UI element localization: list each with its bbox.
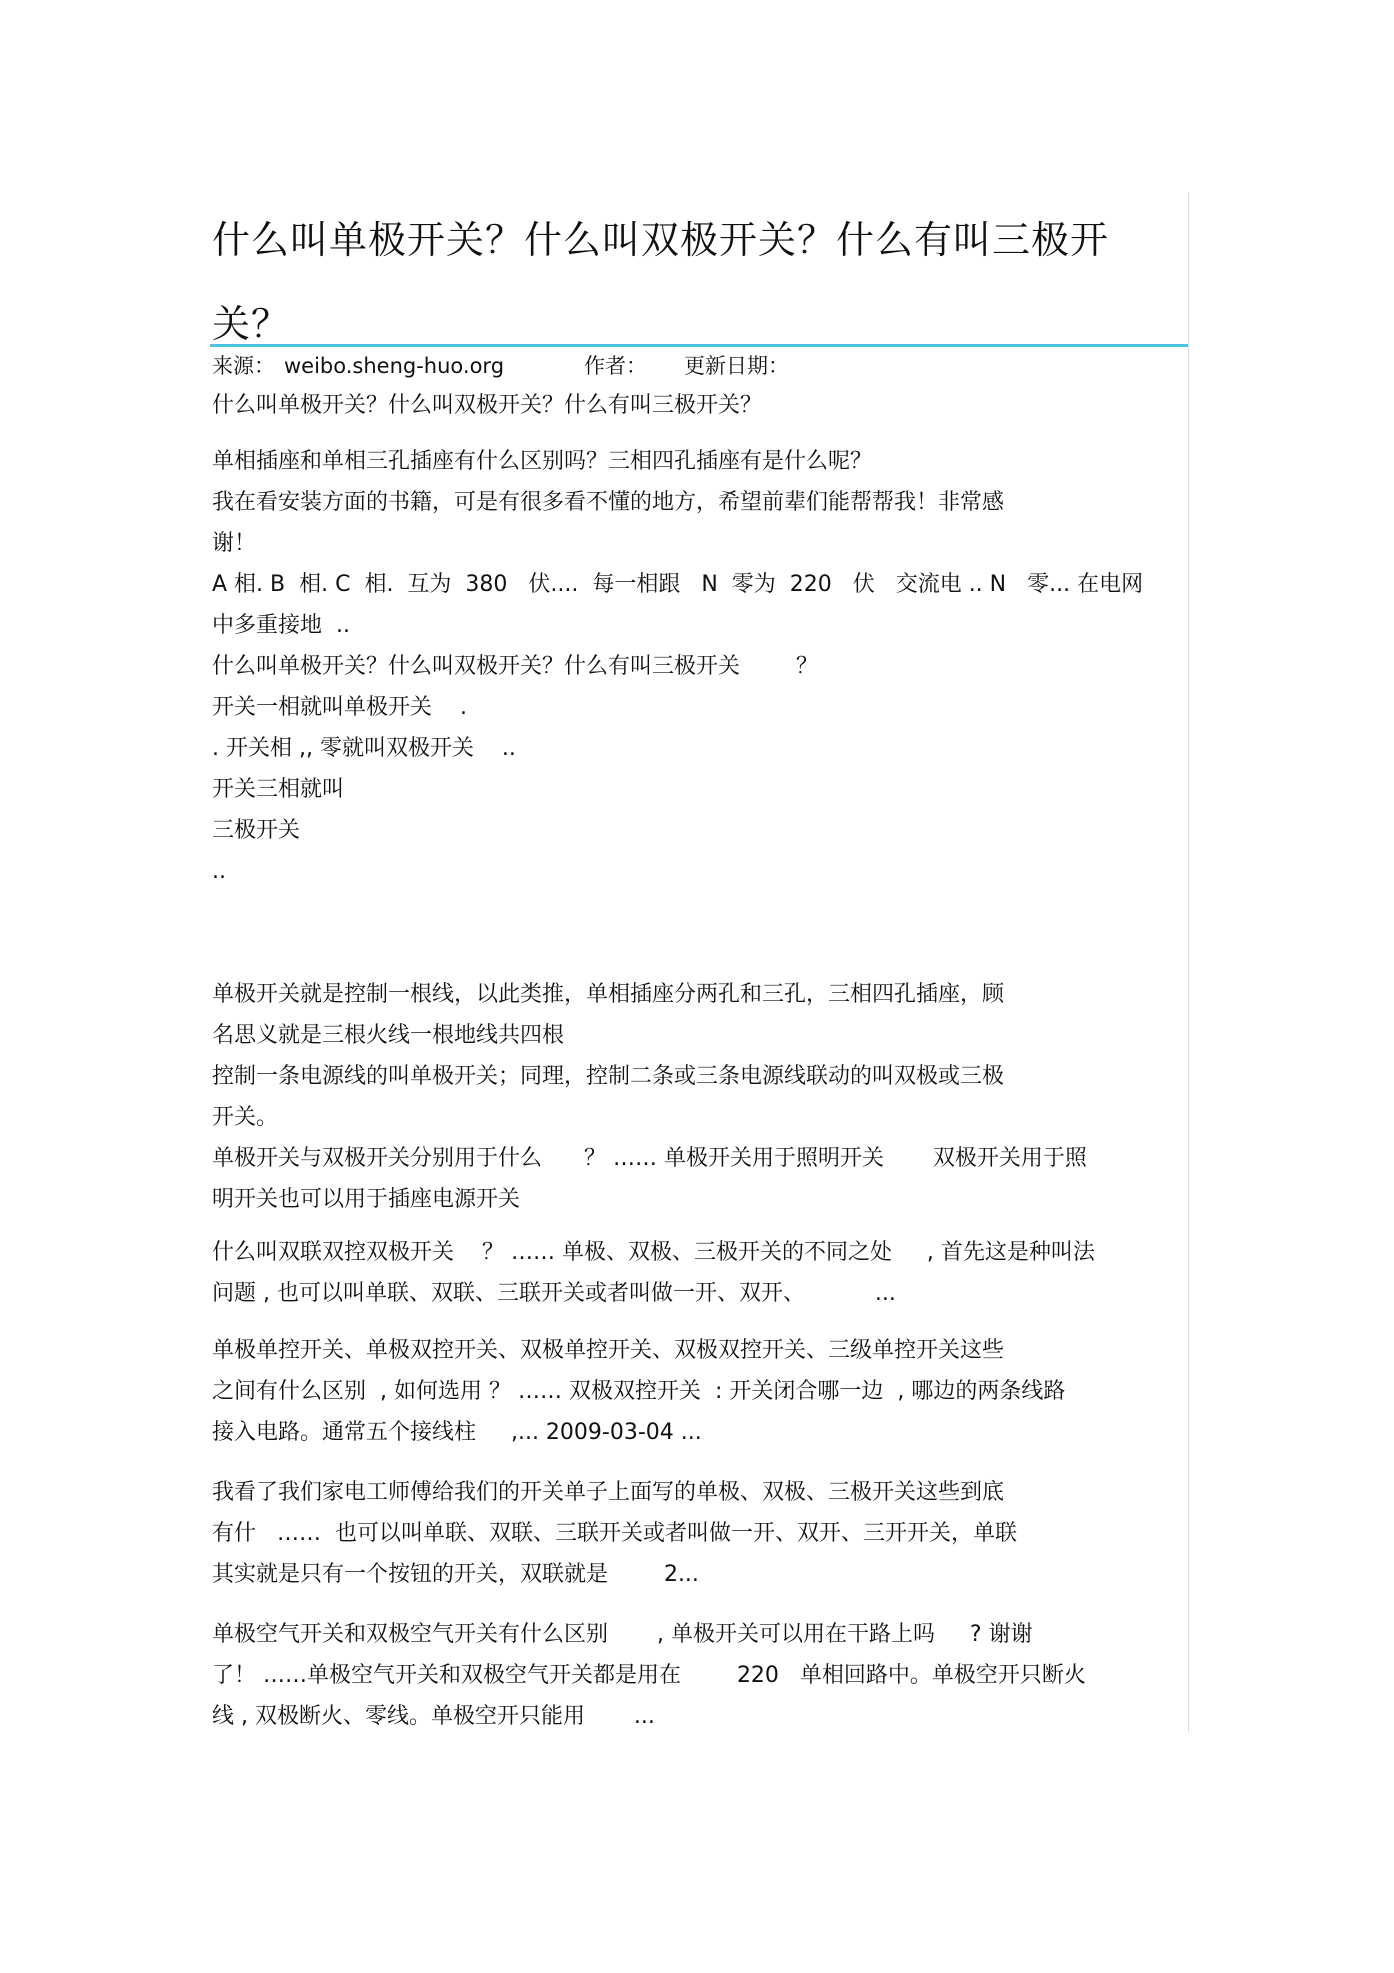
text-line: 什么叫单极开关？什么叫双极开关？什么有叫三极开关 ？ [212,654,818,679]
text-line: 明开关也可以用于插座电源开关 [212,1187,521,1212]
text-line: 有什 …… 也可以叫单联、双联、三联开关或者叫做一开、双开、三开开关，单联 [212,1521,1017,1546]
text-line: 之间有什么区别 , 如何选用 ？ …… 双极双控开关 : 开关闭合哪一边 , 哪边的两条线路 [212,1379,1066,1404]
paragraph-6 [212,1472,1184,1595]
text-line: 单极开关与双极开关分别用于什么 ？ …… 单极开关用于照明开关 双极开关用于照 [212,1146,1087,1171]
text-line: 单极单控开关、单极双控开关、双极单控开关、双极双控开关、三级单控开关这些 [212,1338,1005,1363]
text-line: 名思义就是三根火线一根地线共四根 [212,1023,565,1048]
text-line: 控制一条电源线的叫单极开关；同理，控制二条或三条电源线联动的叫双极或三极 [212,1064,1005,1089]
text-line: 问题 , 也可以叫单联、双联、三联开关或者叫做一开、双开、 ... [212,1281,896,1306]
paragraph-3 [212,974,1184,1220]
text-line: 单极开关就是控制一根线，以此类推，单相插座分两孔和三孔，三相四孔插座，顾 [212,982,1005,1007]
article-title: 什么叫单极开关？什么叫双极开关？什么有叫三极开关？ [212,218,1110,346]
text-line: 单极空气开关和双极空气开关有什么区别 , 单极开关可以用在干路上吗 ? 谢谢 [212,1622,1033,1647]
text-line: .. [212,859,226,884]
text-line: 接入电路。通常五个接线柱 ,... 2009-03-04 ... [212,1420,702,1445]
paragraph-4 [212,1232,1184,1314]
text-line: 什么叫单极开关？什么叫双极开关？什么有叫三极开关？ [212,393,763,418]
source-label: 来源： [212,354,275,378]
paragraph-1 [212,385,1184,426]
text-line: A 相. B 相. C 相. 互为 380 伏.... 每一相跟 N 零为 220 伏 交流电 .. N 零... 在电网 [212,572,1144,597]
text-line: 三极开关 [212,818,301,843]
text-line: 我在看安装方面的书籍，可是有很多看不懂的地方，希望前辈们能帮帮我！非常感 [212,490,1005,515]
text-line: 单相插座和单相三孔插座有什么区别吗？三相四孔插座有是什么呢？ [212,449,873,474]
date-label: 更新日期： [684,354,789,378]
article-meta [212,352,804,380]
paragraph-7 [212,1614,1184,1737]
text-line: 开关一相就叫单极开关 . [212,695,467,720]
text-line: 线 , 双极断火、零线。单极空开只能用 ... [212,1704,655,1729]
text-line: 开关三相就叫 [212,777,345,802]
text-line: 其实就是只有一个按钮的开关，双联就是 2... [212,1562,699,1587]
paragraph-5 [212,1330,1184,1453]
text-line: 什么叫双联双控双极开关 ？ …… 单极、双极、三极开关的不同之处 , 首先这是种叫法 [212,1240,1095,1265]
paragraph-2 [212,441,1184,892]
author-label: 作者： [584,354,647,378]
text-line: 我看了我们家电工师傅给我们的开关单子上面写的单极、双极、三极开关这些到底 [212,1480,1005,1505]
source-value: weibo.sheng-huo.org [284,354,505,378]
text-line: 了！ ……单极空气开关和双极空气开关都是用在 220 单相回路中。单极空开只断火 [212,1663,1086,1688]
text-line: 中多重接地 .. [212,613,350,638]
text-line: 开关。 [212,1105,279,1130]
text-line: . 开关相 ,, 零就叫双极开关 .. [212,736,516,761]
text-line: 谢！ [212,531,257,556]
